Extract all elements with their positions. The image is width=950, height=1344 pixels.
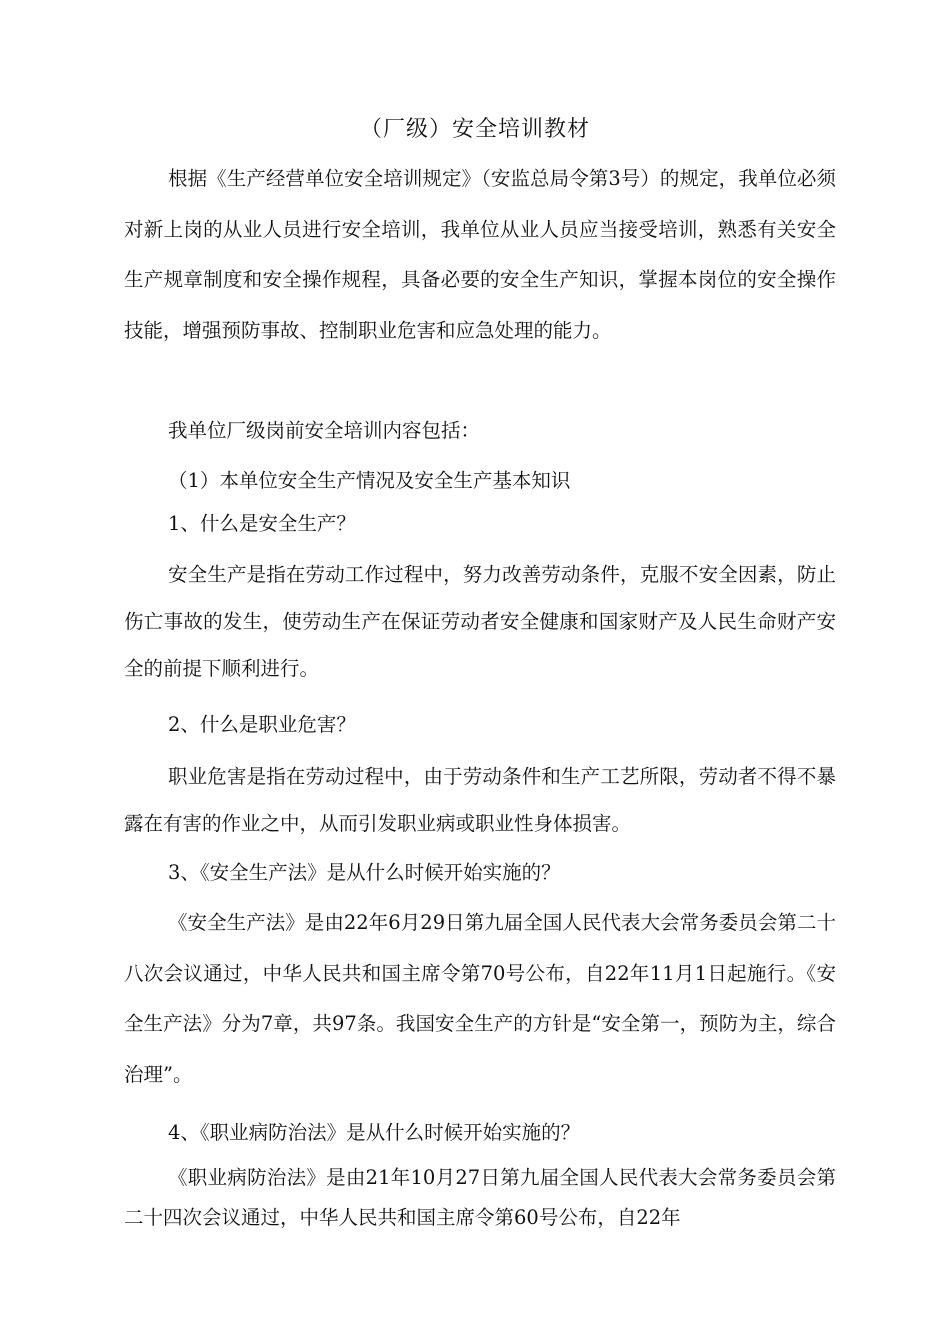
question-1: 1、什么是安全生产？	[168, 512, 356, 535]
document-title: （厂级）安全培训教材	[359, 117, 590, 142]
question-3: 3、《安全生产法》是从什么时候开始实施的？	[168, 861, 561, 884]
answer-2: 职业危害是指在劳动过程中，由于劳动条件和生产工艺所限，劳动者不得不暴露在有害的作业之中，从而引发职业病或职业性身体损害。	[124, 765, 836, 835]
answer-1: 安全生产是指在劳动工作过程中，努力改善劳动条件，克服不安全因素，防止伤亡事故的发生，使劳动生产在保证劳动者安全健康和国家财产及人民生命财产安全的前提下顺利进行。	[124, 563, 836, 680]
question-2: 2、什么是职业危害？	[168, 713, 356, 736]
question-4: 4、《职业病防治法》是从什么时候开始实施的？	[168, 1121, 581, 1144]
answer-3: 《安全生产法》是由22年6月29日第九届全国人民代表大会常务委员会第二十八次会议通过，中华人民共和国主席令第70号公布，自22年11月1日起施行。《安全生产法》分为7章，共97条。我国安全生产的方针是“安全第一，预防为主，综合治理”。	[124, 911, 836, 1086]
answer-4: 《职业病防治法》是由21年10月27日第九届全国人民代表大会常务委员会第二十四次会议通过，中华人民共和国主席令第60号公布，自22年	[124, 1166, 836, 1229]
section-heading-1: （1）本单位安全生产情况及安全生产基本知识	[168, 469, 571, 492]
intro-paragraph: 根据《生产经营单位安全培训规定》（安监总局令第3号）的规定，我单位必须对新上岗的从业人员进行安全培训，我单位从业人员应当接受培训，熟悉有关安全生产规章制度和安全操作规程，具备必要的安全生产知识，掌握本岗位的安全操作技能，增强预防事故、控制职业危害和应急处理的能力。	[124, 167, 836, 342]
training-content-intro: 我单位厂级岗前安全培训内容包括：	[168, 419, 481, 442]
